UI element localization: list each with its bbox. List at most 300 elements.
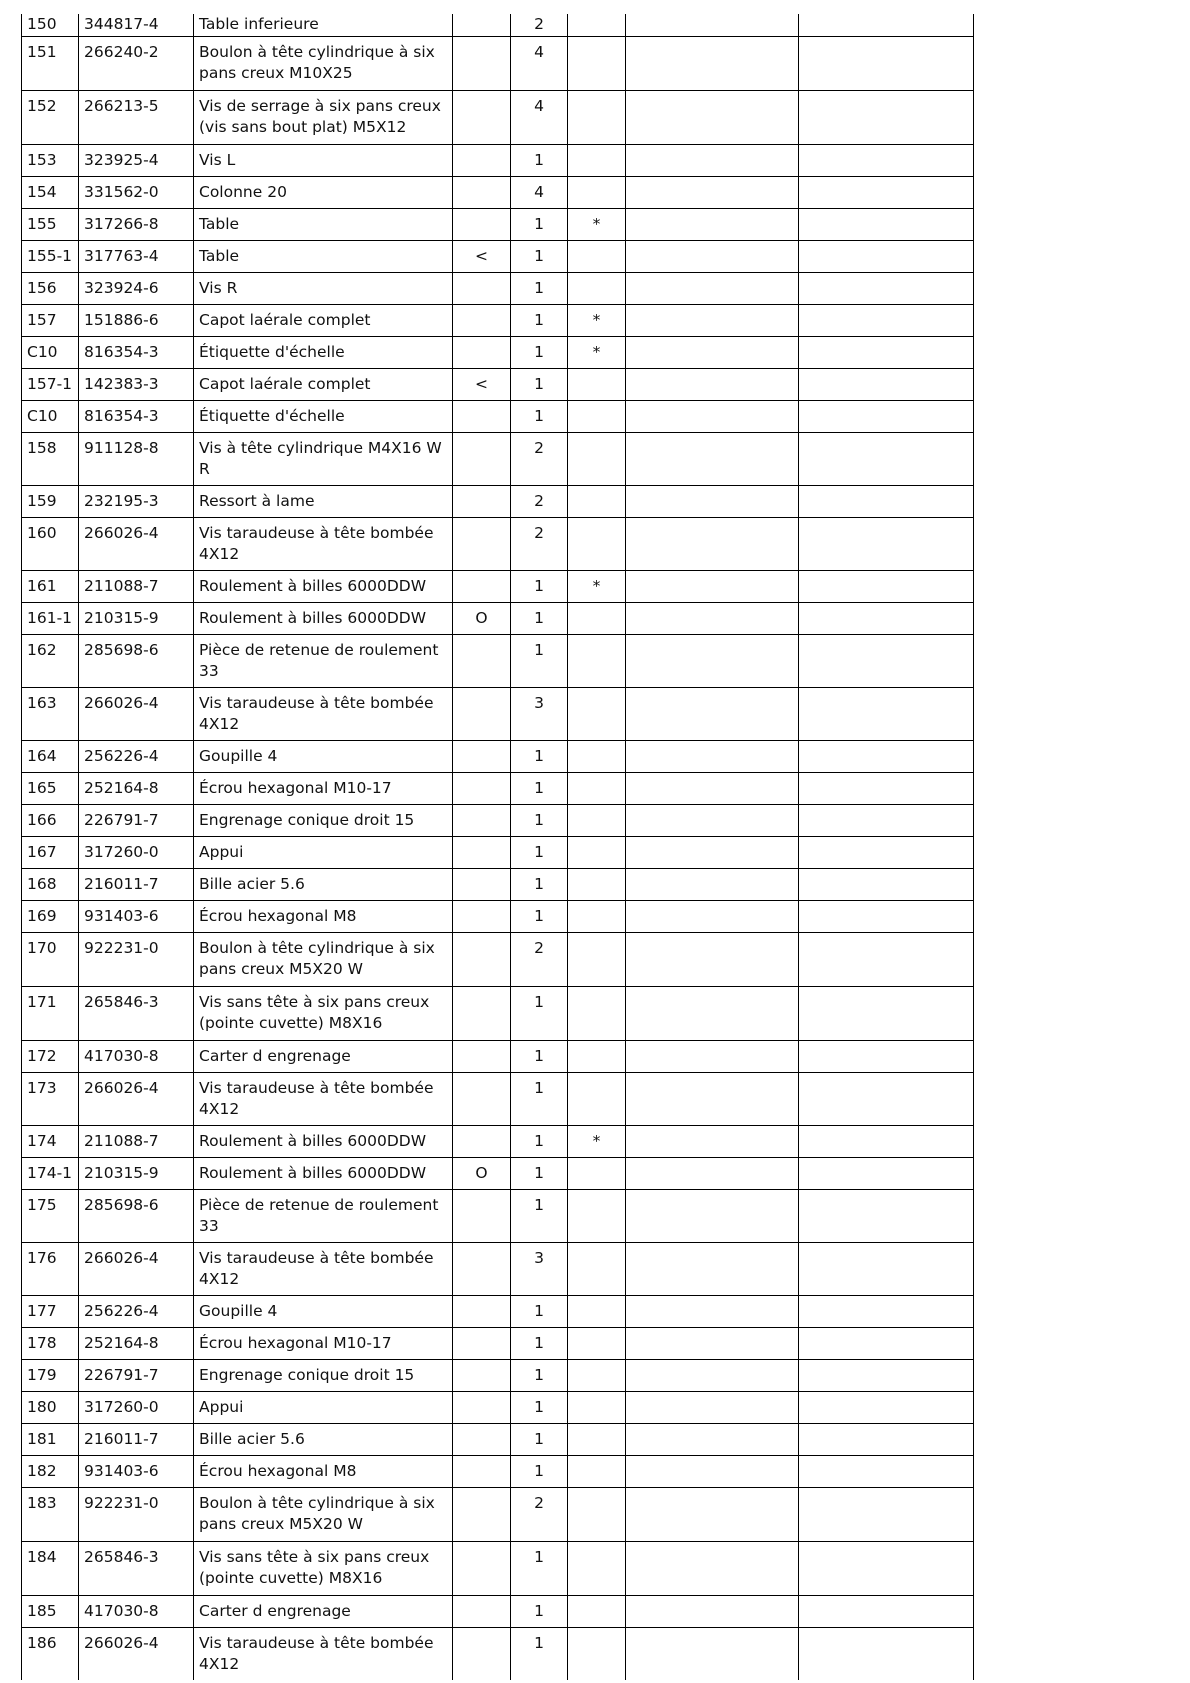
part-number-cell: 151886-6 (79, 304, 194, 336)
empty-cell (799, 1072, 974, 1125)
empty-cell (626, 1487, 799, 1541)
table-row (22, 687, 974, 740)
item-number-cell: 153 (22, 144, 79, 176)
description-cell: Écrou hexagonal M10-17 (194, 1327, 453, 1359)
table-row (22, 1327, 974, 1359)
note-cell (568, 1455, 626, 1487)
change-mark-cell (453, 14, 511, 36)
item-number-cell: 161 (22, 570, 79, 602)
item-number-cell: 170 (22, 932, 79, 986)
quantity-cell: 1 (511, 1423, 568, 1455)
note-cell (568, 517, 626, 570)
table-row (22, 1595, 974, 1627)
item-number-cell: 152 (22, 90, 79, 144)
table-row (22, 1189, 974, 1242)
description-cell: Vis taraudeuse à tête bombée 4X12 (194, 1072, 453, 1125)
description-cell: Bille acier 5.6 (194, 1423, 453, 1455)
description-cell: Vis taraudeuse à tête bombée 4X12 (194, 687, 453, 740)
description-cell: Pièce de retenue de roulement 33 (194, 1189, 453, 1242)
part-number-cell: 417030-8 (79, 1595, 194, 1627)
note-cell (568, 1157, 626, 1189)
table-row (22, 1359, 974, 1391)
empty-cell (799, 986, 974, 1040)
description-cell: Table (194, 240, 453, 272)
table-row (22, 602, 974, 634)
note-cell (568, 1627, 626, 1680)
change-mark-cell (453, 1072, 511, 1125)
item-number-cell: 164 (22, 740, 79, 772)
table-row (22, 400, 974, 432)
change-mark-cell (453, 272, 511, 304)
note-cell (568, 1189, 626, 1242)
change-mark-cell (453, 868, 511, 900)
item-number-cell: 180 (22, 1391, 79, 1423)
empty-cell (799, 336, 974, 368)
note-cell (568, 36, 626, 90)
quantity-cell: 4 (511, 36, 568, 90)
description-cell: Boulon à tête cylindrique à six pans creux M10X25 (194, 36, 453, 90)
part-number-cell: 226791-7 (79, 1359, 194, 1391)
empty-cell (626, 1627, 799, 1680)
empty-cell (626, 740, 799, 772)
empty-cell (626, 932, 799, 986)
table-row (22, 272, 974, 304)
empty-cell (799, 1242, 974, 1295)
description-cell: Étiquette d'échelle (194, 400, 453, 432)
empty-cell (626, 1541, 799, 1595)
change-mark-cell (453, 1040, 511, 1072)
change-mark-cell (453, 90, 511, 144)
table-row (22, 1423, 974, 1455)
quantity-cell: 1 (511, 1595, 568, 1627)
item-number-cell: 157 (22, 304, 79, 336)
part-number-cell: 265846-3 (79, 986, 194, 1040)
description-cell: Vis taraudeuse à tête bombée 4X12 (194, 1242, 453, 1295)
empty-cell (626, 1072, 799, 1125)
empty-cell (626, 1295, 799, 1327)
description-cell: Vis taraudeuse à tête bombée 4X12 (194, 1627, 453, 1680)
empty-cell (799, 1487, 974, 1541)
empty-cell (799, 740, 974, 772)
part-number-cell: 211088-7 (79, 570, 194, 602)
note-cell (568, 932, 626, 986)
change-mark-cell (453, 986, 511, 1040)
table-row (22, 772, 974, 804)
empty-cell (799, 272, 974, 304)
table-row (22, 1391, 974, 1423)
change-mark-cell (453, 932, 511, 986)
description-cell: Colonne 20 (194, 176, 453, 208)
table-row (22, 900, 974, 932)
change-mark-cell (453, 836, 511, 868)
item-number-cell: 184 (22, 1541, 79, 1595)
note-cell (568, 1040, 626, 1072)
change-mark-cell (453, 432, 511, 485)
description-cell: Carter d engrenage (194, 1595, 453, 1627)
part-number-cell: 816354-3 (79, 336, 194, 368)
note-cell (568, 1595, 626, 1627)
note-cell (568, 90, 626, 144)
part-number-cell: 344817-4 (79, 14, 194, 36)
quantity-cell: 1 (511, 868, 568, 900)
empty-cell (626, 517, 799, 570)
note-cell (568, 1295, 626, 1327)
note-cell (568, 740, 626, 772)
change-mark-cell (453, 570, 511, 602)
item-number-cell: 150 (22, 14, 79, 36)
empty-cell (626, 1391, 799, 1423)
item-number-cell: 175 (22, 1189, 79, 1242)
empty-cell (799, 868, 974, 900)
empty-cell (626, 14, 799, 36)
quantity-cell: 1 (511, 240, 568, 272)
empty-cell (799, 1125, 974, 1157)
empty-cell (799, 144, 974, 176)
part-number-cell: 285698-6 (79, 634, 194, 687)
item-number-cell: 156 (22, 272, 79, 304)
part-number-cell: 265846-3 (79, 1541, 194, 1595)
empty-cell (799, 485, 974, 517)
empty-cell (799, 1423, 974, 1455)
description-cell: Goupille 4 (194, 740, 453, 772)
empty-cell (626, 36, 799, 90)
note-cell (568, 1359, 626, 1391)
change-mark-cell (453, 485, 511, 517)
item-number-cell: 157-1 (22, 368, 79, 400)
quantity-cell: 1 (511, 1072, 568, 1125)
empty-cell (799, 836, 974, 868)
quantity-cell: 3 (511, 1242, 568, 1295)
table-row (22, 804, 974, 836)
empty-cell (626, 1040, 799, 1072)
note-cell (568, 368, 626, 400)
empty-cell (626, 868, 799, 900)
change-mark-cell (453, 740, 511, 772)
quantity-cell: 2 (511, 932, 568, 986)
part-number-cell: 317763-4 (79, 240, 194, 272)
item-number-cell: 165 (22, 772, 79, 804)
item-number-cell: 171 (22, 986, 79, 1040)
part-number-cell: 323925-4 (79, 144, 194, 176)
empty-cell (799, 240, 974, 272)
change-mark-cell: O (453, 602, 511, 634)
empty-cell (799, 368, 974, 400)
empty-cell (626, 240, 799, 272)
empty-cell (799, 517, 974, 570)
empty-cell (626, 144, 799, 176)
description-cell: Vis de serrage à six pans creux (vis sans bout plat) M5X12 (194, 90, 453, 144)
change-mark-cell (453, 1595, 511, 1627)
part-number-cell: 226791-7 (79, 804, 194, 836)
change-mark-cell (453, 144, 511, 176)
quantity-cell: 1 (511, 570, 568, 602)
empty-cell (799, 1627, 974, 1680)
empty-cell (799, 432, 974, 485)
description-cell: Vis sans tête à six pans creux (pointe cuvette) M8X16 (194, 1541, 453, 1595)
quantity-cell: 2 (511, 432, 568, 485)
table-row (22, 176, 974, 208)
item-number-cell: 160 (22, 517, 79, 570)
change-mark-cell (453, 634, 511, 687)
part-number-cell: 285698-6 (79, 1189, 194, 1242)
table-row (22, 1295, 974, 1327)
empty-cell (799, 1157, 974, 1189)
item-number-cell: 182 (22, 1455, 79, 1487)
part-number-cell: 232195-3 (79, 485, 194, 517)
empty-cell (626, 836, 799, 868)
quantity-cell: 1 (511, 1125, 568, 1157)
description-cell: Ressort à lame (194, 485, 453, 517)
empty-cell (799, 1595, 974, 1627)
note-cell (568, 602, 626, 634)
table-row (22, 868, 974, 900)
part-number-cell: 266026-4 (79, 1072, 194, 1125)
item-number-cell: 169 (22, 900, 79, 932)
change-mark-cell (453, 1487, 511, 1541)
part-number-cell: 216011-7 (79, 868, 194, 900)
quantity-cell: 2 (511, 14, 568, 36)
table-row (22, 14, 974, 36)
note-cell (568, 687, 626, 740)
table-row (22, 336, 974, 368)
note-cell (568, 1541, 626, 1595)
note-cell (568, 144, 626, 176)
note-cell: * (568, 1125, 626, 1157)
table-row (22, 485, 974, 517)
quantity-cell: 1 (511, 144, 568, 176)
quantity-cell: 4 (511, 176, 568, 208)
item-number-cell: 155-1 (22, 240, 79, 272)
item-number-cell: 174 (22, 1125, 79, 1157)
empty-cell (626, 272, 799, 304)
note-cell (568, 900, 626, 932)
item-number-cell: 155 (22, 208, 79, 240)
change-mark-cell (453, 804, 511, 836)
empty-cell (799, 1189, 974, 1242)
table-row (22, 208, 974, 240)
parts-table-body (22, 14, 974, 1680)
part-number-cell: 266026-4 (79, 687, 194, 740)
part-number-cell: 931403-6 (79, 900, 194, 932)
empty-cell (799, 36, 974, 90)
part-number-cell: 256226-4 (79, 740, 194, 772)
table-row (22, 932, 974, 986)
table-row (22, 1040, 974, 1072)
quantity-cell: 1 (511, 1040, 568, 1072)
change-mark-cell (453, 304, 511, 336)
part-number-cell: 911128-8 (79, 432, 194, 485)
change-mark-cell (453, 1189, 511, 1242)
empty-cell (626, 1157, 799, 1189)
quantity-cell: 1 (511, 400, 568, 432)
empty-cell (626, 176, 799, 208)
note-cell: * (568, 336, 626, 368)
empty-cell (799, 1391, 974, 1423)
empty-cell (799, 1455, 974, 1487)
empty-cell (626, 772, 799, 804)
note-cell (568, 804, 626, 836)
empty-cell (799, 570, 974, 602)
empty-cell (626, 1423, 799, 1455)
part-number-cell: 331562-0 (79, 176, 194, 208)
note-cell (568, 1487, 626, 1541)
change-mark-cell (453, 336, 511, 368)
item-number-cell: 167 (22, 836, 79, 868)
quantity-cell: 1 (511, 368, 568, 400)
part-number-cell: 266240-2 (79, 36, 194, 90)
item-number-cell: C10 (22, 336, 79, 368)
change-mark-cell (453, 1327, 511, 1359)
table-row (22, 1541, 974, 1595)
empty-cell (626, 602, 799, 634)
note-cell (568, 1423, 626, 1455)
empty-cell (799, 400, 974, 432)
part-number-cell: 266026-4 (79, 517, 194, 570)
empty-cell (626, 570, 799, 602)
description-cell: Écrou hexagonal M8 (194, 900, 453, 932)
item-number-cell: 158 (22, 432, 79, 485)
quantity-cell: 1 (511, 1455, 568, 1487)
quantity-cell: 1 (511, 634, 568, 687)
item-number-cell: 168 (22, 868, 79, 900)
change-mark-cell (453, 1242, 511, 1295)
part-number-cell: 922231-0 (79, 932, 194, 986)
part-number-cell: 417030-8 (79, 1040, 194, 1072)
note-cell (568, 836, 626, 868)
note-cell (568, 772, 626, 804)
change-mark-cell (453, 1295, 511, 1327)
quantity-cell: 1 (511, 336, 568, 368)
change-mark-cell (453, 687, 511, 740)
table-row (22, 36, 974, 90)
empty-cell (799, 1040, 974, 1072)
note-cell (568, 14, 626, 36)
quantity-cell: 1 (511, 1189, 568, 1242)
table-row (22, 1242, 974, 1295)
table-row (22, 240, 974, 272)
note-cell: * (568, 208, 626, 240)
description-cell: Boulon à tête cylindrique à six pans creux M5X20 W (194, 1487, 453, 1541)
note-cell (568, 485, 626, 517)
table-row (22, 90, 974, 144)
change-mark-cell: O (453, 1157, 511, 1189)
table-row (22, 1125, 974, 1157)
quantity-cell: 1 (511, 1627, 568, 1680)
table-row (22, 517, 974, 570)
description-cell: Roulement à billes 6000DDW (194, 1125, 453, 1157)
description-cell: Roulement à billes 6000DDW (194, 602, 453, 634)
change-mark-cell: < (453, 368, 511, 400)
table-row (22, 570, 974, 602)
item-number-cell: 161-1 (22, 602, 79, 634)
note-cell (568, 1072, 626, 1125)
table-row (22, 1487, 974, 1541)
note-cell (568, 1391, 626, 1423)
table-row (22, 634, 974, 687)
empty-cell (799, 90, 974, 144)
note-cell (568, 868, 626, 900)
change-mark-cell (453, 1125, 511, 1157)
table-row (22, 368, 974, 400)
note-cell (568, 986, 626, 1040)
quantity-cell: 1 (511, 1359, 568, 1391)
empty-cell (626, 1595, 799, 1627)
part-number-cell: 317260-0 (79, 836, 194, 868)
item-number-cell: 166 (22, 804, 79, 836)
empty-cell (626, 400, 799, 432)
description-cell: Vis taraudeuse à tête bombée 4X12 (194, 517, 453, 570)
quantity-cell: 4 (511, 90, 568, 144)
empty-cell (626, 687, 799, 740)
part-number-cell: 931403-6 (79, 1455, 194, 1487)
change-mark-cell (453, 36, 511, 90)
change-mark-cell (453, 772, 511, 804)
quantity-cell: 2 (511, 517, 568, 570)
empty-cell (626, 1327, 799, 1359)
description-cell: Carter d engrenage (194, 1040, 453, 1072)
change-mark-cell (453, 517, 511, 570)
description-cell: Vis sans tête à six pans creux (pointe cuvette) M8X16 (194, 986, 453, 1040)
part-number-cell: 323924-6 (79, 272, 194, 304)
note-cell: * (568, 570, 626, 602)
description-cell: Capot laérale complet (194, 304, 453, 336)
description-cell: Vis R (194, 272, 453, 304)
note-cell (568, 634, 626, 687)
change-mark-cell (453, 208, 511, 240)
table-row (22, 432, 974, 485)
empty-cell (626, 1189, 799, 1242)
table-row (22, 986, 974, 1040)
item-number-cell: 183 (22, 1487, 79, 1541)
empty-cell (626, 432, 799, 485)
quantity-cell: 1 (511, 602, 568, 634)
quantity-cell: 2 (511, 485, 568, 517)
item-number-cell: 162 (22, 634, 79, 687)
empty-cell (799, 804, 974, 836)
quantity-cell: 1 (511, 986, 568, 1040)
note-cell (568, 272, 626, 304)
empty-cell (799, 304, 974, 336)
part-number-cell: 266026-4 (79, 1627, 194, 1680)
description-cell: Engrenage conique droit 15 (194, 804, 453, 836)
description-cell: Roulement à billes 6000DDW (194, 1157, 453, 1189)
note-cell (568, 176, 626, 208)
empty-cell (626, 634, 799, 687)
item-number-cell: 185 (22, 1595, 79, 1627)
table-row (22, 304, 974, 336)
part-number-cell: 210315-9 (79, 602, 194, 634)
item-number-cell: 151 (22, 36, 79, 90)
empty-cell (626, 1455, 799, 1487)
quantity-cell: 2 (511, 1487, 568, 1541)
change-mark-cell (453, 1423, 511, 1455)
part-number-cell: 252164-8 (79, 1327, 194, 1359)
part-number-cell: 211088-7 (79, 1125, 194, 1157)
quantity-cell: 1 (511, 208, 568, 240)
description-cell: Vis à tête cylindrique M4X16 WR (194, 432, 453, 485)
empty-cell (626, 304, 799, 336)
table-row (22, 740, 974, 772)
table-row (22, 1072, 974, 1125)
change-mark-cell (453, 1359, 511, 1391)
empty-cell (626, 368, 799, 400)
change-mark-cell (453, 1627, 511, 1680)
item-number-cell: 154 (22, 176, 79, 208)
empty-cell (799, 687, 974, 740)
change-mark-cell (453, 900, 511, 932)
change-mark-cell (453, 1455, 511, 1487)
item-number-cell: C10 (22, 400, 79, 432)
